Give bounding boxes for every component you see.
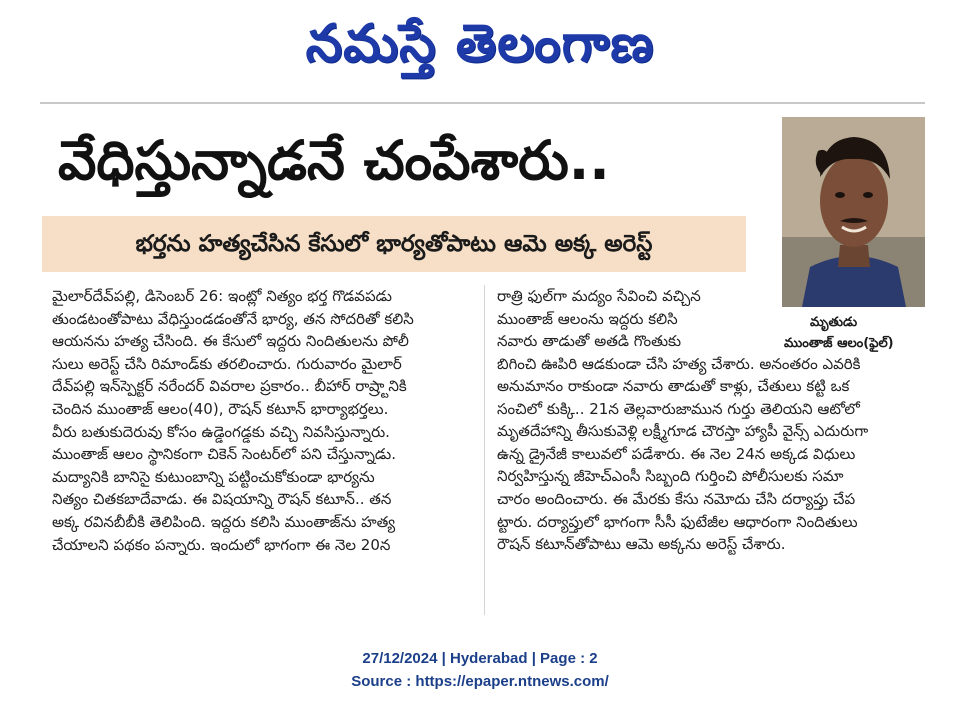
- newspaper-masthead: నమస్తే తెలంగాణ: [305, 14, 655, 74]
- article-text-line: ఉన్న డ్రైనేజీ కాలువలో పడేశారు. ఈ నెల 24న అక్కడ విధులు: [497, 444, 856, 463]
- column-divider: [484, 285, 485, 615]
- article-text-line: ఆయనను హత్య చేసింది. ఈ కేసులో ఇద్దరు నిందితులను పోలీ: [52, 332, 409, 351]
- article-text-line: చేయాలని పథకం పన్నారు. ఇందులో భాగంగా ఈ నెల 20న: [52, 535, 391, 554]
- article-column-left: [52, 285, 472, 556]
- victim-photo: [782, 117, 925, 307]
- caption-name: ముంతాజ్ ఆలం(ఫైల్): [784, 336, 894, 351]
- article-text-line: తుండటంతోపాటు వేధిస్తుండడంతోనే భార్య, తన సోదరితో కలిసి: [52, 309, 414, 328]
- article-headline: వేధిస్తున్నాడనే చంపేశారు..: [58, 129, 610, 192]
- footer-source: Source : https://epaper.ntnews.com/: [351, 673, 609, 690]
- article-text-line: మృతదేహాన్ని తీసుకువెళ్లి లక్ష్మీగూడ చౌరస్తా హ్యాపీ వైన్స్ ఎదురుగా: [497, 422, 869, 441]
- article-text-line: నిత్యం చితకబాదేవాడు. ఈ విషయాన్ని రౌషన్ కటూన్.. తన: [52, 490, 392, 509]
- article-text-line: బిగించి ఊపిరి ఆడకుండా చేసి హత్య చేశారు. అనంతరం ఎవరికి: [497, 354, 861, 373]
- photo-caption: [770, 312, 940, 354]
- footer-dateline: 27/12/2024 | Hyderabad | Page : 2: [362, 650, 598, 667]
- article-text-line: ట్టారు. దర్యాప్తులో భాగంగా సీసీ ఫుటేజీల ఆధారంగా నిందితులు: [497, 512, 858, 531]
- portrait-illustration: [782, 117, 925, 307]
- article-text-line: రాత్రి ఫుల్‌గా మద్యం సేవించి వచ్చిన: [497, 287, 701, 305]
- article-text-line: వీరు బతుకుదెరువు కోసం ఉడ్డెంగడ్డకు వచ్చి నివసిస్తున్నారు.: [52, 422, 390, 441]
- article-text-line: చారం అందించారు. ఈ మేరకు కేసు నమోదు చేసి దర్యాప్తు చేప: [497, 489, 856, 508]
- article-subheadline: భర్తను హత్యచేసిన కేసులో భార్యతోపాటు ఆమె అక్క అరెస్ట్: [42, 216, 746, 272]
- article-text-line: అనుమానం రాకుండా నవారు తాడుతో కాళ్లు, చేతులు కట్టి ఒక: [497, 377, 850, 395]
- article-column-right-bottom: [497, 375, 925, 556]
- article-text-line: సంచిలో కుక్కి.. 21న తెల్లవారుజామున గుర్తు తెలియని ఆటోలో: [497, 399, 860, 418]
- article-text-line: రౌషన్ కటూన్‌తోపాటు ఆమె అక్కను అరెస్ట్ చేశారు.: [497, 535, 786, 554]
- article-text-line: చెందిన ముంతాజ్ ఆలం(40), రౌషన్ కటూన్ భార్యాభర్తలు.: [52, 399, 389, 418]
- article-text-line: దేవ్‌పల్లి ఇన్‌స్పెక్టర్ నరేందర్ వివరాల ప్రకారం.. బీహార్ రాష్ర్టానికి: [52, 377, 407, 396]
- article-text-line: మద్యానికి బానిసై కుటుంబాన్ని పట్టించుకోకుండా భార్యను: [52, 467, 375, 486]
- article-text-line: ముంతాజ్ ఆలంను ఇద్దరు కలిసి: [497, 309, 678, 328]
- article-text-line: సులు అరెస్ట్ చేసి రిమాండ్‌కు తరలించారు. గురువారం మైలార్: [52, 354, 402, 373]
- masthead-divider: [40, 102, 925, 104]
- caption-label: మృతుడు: [810, 315, 858, 330]
- article-text-line: నిర్వహిస్తున్న జీహెచ్‌ఎంసీ సిబ్బంది గుర్తించి పోలీసులకు సమా: [497, 467, 844, 486]
- article-text-line: అక్క రవినబీబీకి తెలిపింది. ఇద్దరు కలిసి ముంతాజ్‌ను హత్య: [52, 512, 396, 531]
- article-text-line: మైలార్‌దేవ్‌పల్లి, డిసెంబర్ 26: ఇంట్లో నిత్యం భర్త గొడవపడు: [52, 287, 392, 305]
- article-text-line: ముంతాజ్ ఆలం స్థానికంగా చికెన్ సెంటర్‌లో పని చేస్తున్నాడు.: [52, 445, 396, 464]
- article-text-line: నవారు తాడుతో అతడి గొంతుకు: [497, 332, 682, 351]
